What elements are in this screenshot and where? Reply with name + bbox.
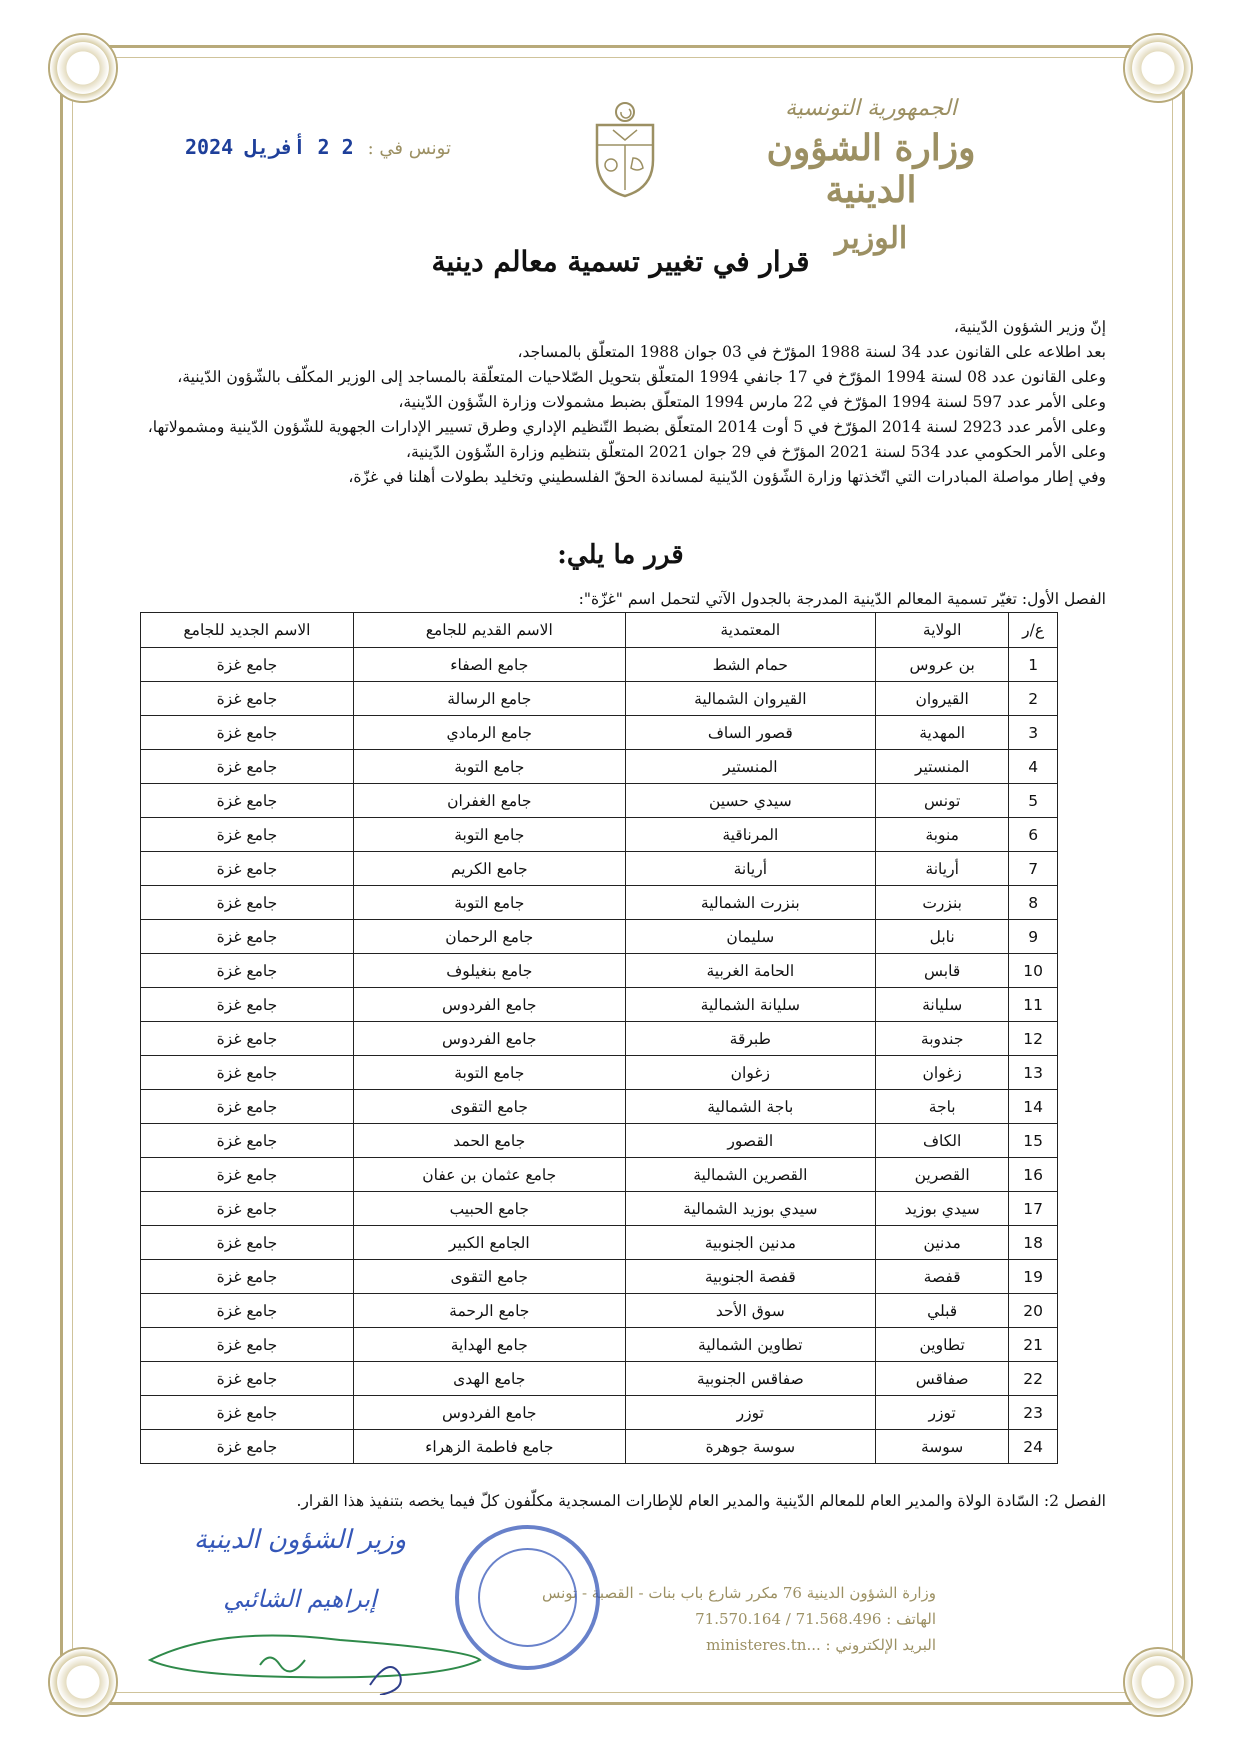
table-row xyxy=(141,1328,1058,1362)
table-row xyxy=(141,784,1058,818)
cell-delegation: القصور xyxy=(625,1124,875,1158)
preamble-line: بعد اطلاعه على القانون عدد 34 لسنة 1988 المؤرّخ في 03 جوان 1988 المتعلّق بالمساجد، xyxy=(517,343,1106,361)
cell-new-name: جامع غزة xyxy=(141,750,354,784)
cell-delegation: زغوان xyxy=(625,1056,875,1090)
table-row xyxy=(141,1362,1058,1396)
header-number: ع/ر xyxy=(1009,613,1058,648)
cell-governorate: القصرين xyxy=(875,1158,1008,1192)
cell-number: 20 xyxy=(1009,1294,1058,1328)
cell-delegation: المرناقية xyxy=(625,818,875,852)
cell-governorate: القيروان xyxy=(875,682,1008,716)
cell-old-name: الجامع الكبير xyxy=(353,1226,625,1260)
table-row xyxy=(141,1158,1058,1192)
cell-governorate: بن عروس xyxy=(875,648,1008,682)
header-new-name: الاسم الجديد للجامع xyxy=(141,613,354,648)
cell-new-name: جامع غزة xyxy=(141,920,354,954)
cell-new-name: جامع غزة xyxy=(141,1294,354,1328)
cell-delegation: سوسة جوهرة xyxy=(625,1430,875,1464)
phone-line: الهاتف : 71.568.496 / 71.570.164 xyxy=(695,1610,936,1628)
table-row xyxy=(141,818,1058,852)
cell-number: 12 xyxy=(1009,1022,1058,1056)
cell-new-name: جامع غزة xyxy=(141,1056,354,1090)
cell-number: 19 xyxy=(1009,1260,1058,1294)
cell-old-name: جامع الصفاء xyxy=(353,648,625,682)
preamble-line: إنّ وزير الشؤون الدّينية، xyxy=(953,318,1106,336)
cell-number: 13 xyxy=(1009,1056,1058,1090)
cell-governorate: تطاوين xyxy=(875,1328,1008,1362)
header-delegation: المعتمدية xyxy=(625,613,875,648)
date-line xyxy=(185,135,451,159)
header-governorate: الولاية xyxy=(875,613,1008,648)
signatory-title: وزير الشؤون الدينية xyxy=(193,1525,407,1555)
cell-new-name: جامع غزة xyxy=(141,784,354,818)
cell-old-name: جامع التوبة xyxy=(353,750,625,784)
cell-old-name: جامع الحبيب xyxy=(353,1192,625,1226)
cell-number: 6 xyxy=(1009,818,1058,852)
date-prefix: تونس في : xyxy=(367,138,451,159)
cell-old-name: جامع التقوى xyxy=(353,1260,625,1294)
document-title: قرار في تغيير تسمية معالم دينية xyxy=(431,245,810,278)
preamble xyxy=(136,315,1106,490)
table-row xyxy=(141,886,1058,920)
cell-governorate: الكاف xyxy=(875,1124,1008,1158)
cell-number: 24 xyxy=(1009,1430,1058,1464)
cell-governorate: سوسة xyxy=(875,1430,1008,1464)
table-row xyxy=(141,1294,1058,1328)
cell-new-name: جامع غزة xyxy=(141,682,354,716)
cell-number: 3 xyxy=(1009,716,1058,750)
coat-of-arms-icon xyxy=(585,100,665,200)
cell-number: 21 xyxy=(1009,1328,1058,1362)
cell-number: 15 xyxy=(1009,1124,1058,1158)
table-row xyxy=(141,988,1058,1022)
cell-delegation: الحامة الغربية xyxy=(625,954,875,988)
cell-governorate: سيدي بوزيد xyxy=(875,1192,1008,1226)
cell-governorate: المنستير xyxy=(875,750,1008,784)
preamble-line: وعلى الأمر عدد 597 لسنة 1994 المؤرّخ في 22 مارس 1994 المتعلّق بضبط مشمولات وزارة الشّؤون الدّينية، xyxy=(398,393,1106,411)
ministry-name: وزارة الشؤون الدينية xyxy=(766,127,976,211)
cell-number: 8 xyxy=(1009,886,1058,920)
cell-delegation: مدنين الجنوبية xyxy=(625,1226,875,1260)
cell-number: 23 xyxy=(1009,1396,1058,1430)
cell-number: 16 xyxy=(1009,1158,1058,1192)
table-header-row xyxy=(141,613,1058,648)
cell-new-name: جامع غزة xyxy=(141,1430,354,1464)
cell-old-name: جامع بنغيلوف xyxy=(353,954,625,988)
table-row xyxy=(141,1022,1058,1056)
cell-governorate: مدنين xyxy=(875,1226,1008,1260)
cell-old-name: جامع الفردوس xyxy=(353,988,625,1022)
cell-old-name: جامع الفردوس xyxy=(353,1022,625,1056)
cell-governorate: بنزرت xyxy=(875,886,1008,920)
cell-delegation: توزر xyxy=(625,1396,875,1430)
cell-old-name: جامع التوبة xyxy=(353,886,625,920)
preamble-line: وعلى القانون عدد 08 لسنة 1994 المؤرّخ في 17 جانفي 1994 المتعلّق بتحويل الصّلاحيات المتعلّقة بالمساجد إلى الوزير المكلّف بالشّؤون الدّينية، xyxy=(177,368,1106,386)
cell-old-name: جامع عثمان بن عفان xyxy=(353,1158,625,1192)
cell-delegation: سليمان xyxy=(625,920,875,954)
cell-number: 7 xyxy=(1009,852,1058,886)
decision-heading: قرر ما يلي: xyxy=(557,540,684,570)
article-2: الفصل 2: السّادة الولاة والمدير العام للمعالم الدّينية والمدير العام للإطارات المسجدية مكلّفون كلّ فيما يخصه بتنفيذ هذا القرار. xyxy=(296,1492,1106,1510)
mosques-table xyxy=(140,612,1058,1464)
cell-delegation: المنستير xyxy=(625,750,875,784)
cell-governorate: صفاقس xyxy=(875,1362,1008,1396)
cell-old-name: جامع الرسالة xyxy=(353,682,625,716)
cell-governorate: باجة xyxy=(875,1090,1008,1124)
corner-ornament xyxy=(1123,1647,1193,1717)
minister-label: الوزير xyxy=(834,221,908,256)
cell-delegation: باجة الشمالية xyxy=(625,1090,875,1124)
header-old-name: الاسم القديم للجامع xyxy=(353,613,625,648)
table-row xyxy=(141,852,1058,886)
republic-name: الجمهورية التونسية xyxy=(785,96,957,121)
address-line: وزارة الشؤون الدينية 76 مكرر شارع باب بنات - القصبة - تونس xyxy=(541,1584,936,1602)
cell-new-name: جامع غزة xyxy=(141,1090,354,1124)
cell-old-name: جامع الفردوس xyxy=(353,1396,625,1430)
preamble-line: وفي إطار مواصلة المبادرات التي اتّخذتها وزارة الشّؤون الدّينية لمساندة الحقّ الفلسطيني وتخليد بطولات أهلنا في غزّة، xyxy=(348,468,1106,486)
cell-delegation: سيدي بوزيد الشمالية xyxy=(625,1192,875,1226)
cell-number: 10 xyxy=(1009,954,1058,988)
cell-governorate: منوبة xyxy=(875,818,1008,852)
cell-new-name: جامع غزة xyxy=(141,716,354,750)
cell-delegation: طبرقة xyxy=(625,1022,875,1056)
cell-new-name: جامع غزة xyxy=(141,1260,354,1294)
footer-address xyxy=(542,1580,936,1658)
cell-old-name: جامع التوبة xyxy=(353,1056,625,1090)
cell-new-name: جامع غزة xyxy=(141,1362,354,1396)
handwritten-signature xyxy=(140,1605,500,1695)
cell-new-name: جامع غزة xyxy=(141,1226,354,1260)
table-row xyxy=(141,750,1058,784)
corner-ornament xyxy=(48,33,118,103)
table-row xyxy=(141,1260,1058,1294)
cell-delegation: سوق الأحد xyxy=(625,1294,875,1328)
date-value: 2 2 أفريل 2024 xyxy=(185,135,354,159)
table-row xyxy=(141,1430,1058,1464)
cell-number: 11 xyxy=(1009,988,1058,1022)
cell-new-name: جامع غزة xyxy=(141,1124,354,1158)
corner-ornament xyxy=(48,1647,118,1717)
cell-number: 22 xyxy=(1009,1362,1058,1396)
cell-old-name: جامع الرحمة xyxy=(353,1294,625,1328)
cell-governorate: تونس xyxy=(875,784,1008,818)
cell-delegation: القصرين الشمالية xyxy=(625,1158,875,1192)
table-row xyxy=(141,682,1058,716)
cell-new-name: جامع غزة xyxy=(141,1396,354,1430)
table-row xyxy=(141,1226,1058,1260)
cell-new-name: جامع غزة xyxy=(141,1328,354,1362)
cell-governorate: زغوان xyxy=(875,1056,1008,1090)
cell-new-name: جامع غزة xyxy=(141,1158,354,1192)
cell-old-name: جامع الكريم xyxy=(353,852,625,886)
cell-governorate: قابس xyxy=(875,954,1008,988)
table-row xyxy=(141,920,1058,954)
cell-governorate: أريانة xyxy=(875,852,1008,886)
cell-delegation: القيروان الشمالية xyxy=(625,682,875,716)
cell-old-name: جامع الغفران xyxy=(353,784,625,818)
table-row xyxy=(141,648,1058,682)
cell-new-name: جامع غزة xyxy=(141,818,354,852)
table-row xyxy=(141,1192,1058,1226)
preamble-line: وعلى الأمر الحكومي عدد 534 لسنة 2021 المؤرّخ في 29 جوان 2021 المتعلّق بتنظيم وزارة الشّؤون الدّينية، xyxy=(406,443,1106,461)
cell-governorate: سليانة xyxy=(875,988,1008,1022)
preamble-line: وعلى الأمر عدد 2923 لسنة 2014 المؤرّخ في 5 أوت 2014 المتعلّق بضبط التّنظيم الإداري وطرق تسيير الإدارات الجهوية للشّؤون الدّينية ومشمولاتها، xyxy=(147,418,1106,436)
cell-old-name: جامع الرحمان xyxy=(353,920,625,954)
cell-governorate: قفصة xyxy=(875,1260,1008,1294)
cell-delegation: قفصة الجنوبية xyxy=(625,1260,875,1294)
cell-delegation: صفاقس الجنوبية xyxy=(625,1362,875,1396)
cell-old-name: جامع الرمادي xyxy=(353,716,625,750)
table-row xyxy=(141,1056,1058,1090)
cell-number: 4 xyxy=(1009,750,1058,784)
cell-delegation: حمام الشط xyxy=(625,648,875,682)
cell-governorate: توزر xyxy=(875,1396,1008,1430)
cell-old-name: جامع الهدى xyxy=(353,1362,625,1396)
cell-governorate: نابل xyxy=(875,920,1008,954)
cell-new-name: جامع غزة xyxy=(141,886,354,920)
cell-number: 17 xyxy=(1009,1192,1058,1226)
cell-old-name: جامع الهداية xyxy=(353,1328,625,1362)
cell-new-name: جامع غزة xyxy=(141,954,354,988)
cell-number: 5 xyxy=(1009,784,1058,818)
table-row xyxy=(141,1396,1058,1430)
corner-ornament xyxy=(1123,33,1193,103)
cell-delegation: تطاوين الشمالية xyxy=(625,1328,875,1362)
letterhead xyxy=(741,96,1001,256)
cell-new-name: جامع غزة xyxy=(141,852,354,886)
cell-old-name: جامع التوبة xyxy=(353,818,625,852)
cell-governorate: قبلي xyxy=(875,1294,1008,1328)
article-1: الفصل الأول: تغيّر تسمية المعالم الدّينية المدرجة بالجدول الآتي لتحمل اسم "غزّة": xyxy=(578,590,1106,608)
cell-new-name: جامع غزة xyxy=(141,1022,354,1056)
cell-delegation: سليانة الشمالية xyxy=(625,988,875,1022)
table-row xyxy=(141,716,1058,750)
cell-old-name: جامع التقوى xyxy=(353,1090,625,1124)
cell-delegation: سيدي حسين xyxy=(625,784,875,818)
cell-delegation: أريانة xyxy=(625,852,875,886)
cell-new-name: جامع غزة xyxy=(141,1192,354,1226)
cell-governorate: جندوبة xyxy=(875,1022,1008,1056)
cell-number: 18 xyxy=(1009,1226,1058,1260)
table-body xyxy=(141,648,1058,1464)
cell-governorate: المهدية xyxy=(875,716,1008,750)
cell-number: 1 xyxy=(1009,648,1058,682)
table-row xyxy=(141,1090,1058,1124)
cell-number: 14 xyxy=(1009,1090,1058,1124)
email-line: البريد الإلكتروني : ...ministeres.tn xyxy=(706,1636,936,1654)
cell-number: 9 xyxy=(1009,920,1058,954)
signatory-name: إبراهيم الشائبي xyxy=(223,1585,377,1613)
cell-new-name: جامع غزة xyxy=(141,988,354,1022)
cell-number: 2 xyxy=(1009,682,1058,716)
cell-old-name: جامع الحمد xyxy=(353,1124,625,1158)
table-row xyxy=(141,1124,1058,1158)
table-row xyxy=(141,954,1058,988)
cell-delegation: قصور الساف xyxy=(625,716,875,750)
cell-delegation: بنزرت الشمالية xyxy=(625,886,875,920)
cell-new-name: جامع غزة xyxy=(141,648,354,682)
cell-old-name: جامع فاطمة الزهراء xyxy=(353,1430,625,1464)
